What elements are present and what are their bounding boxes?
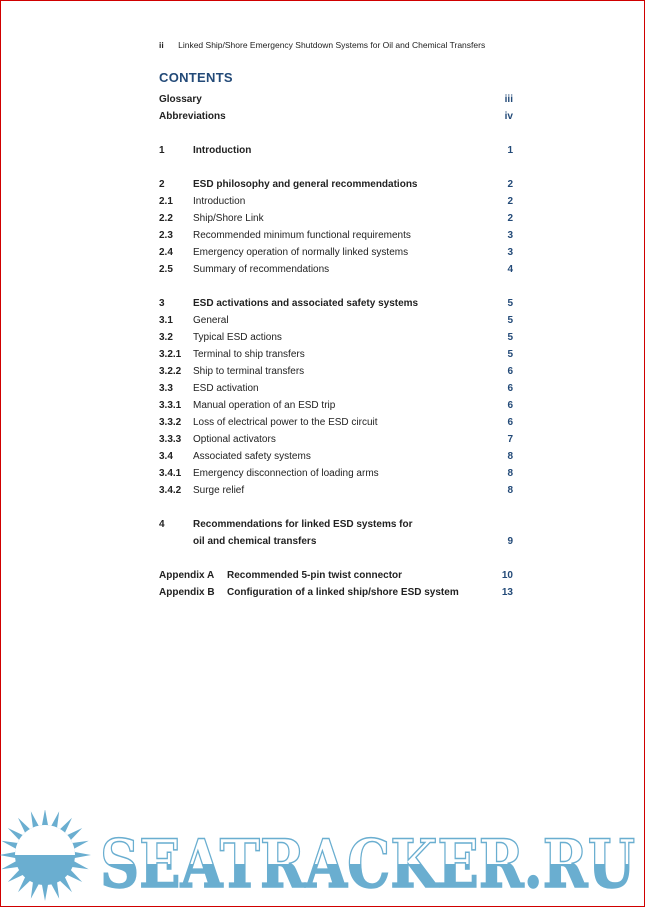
toc-num: 2.1 xyxy=(159,196,173,207)
toc-entry[interactable] xyxy=(159,482,513,499)
toc-title: Introduction xyxy=(193,196,246,207)
toc-entry[interactable] xyxy=(159,431,513,448)
toc-title: Surge relief xyxy=(193,485,245,496)
toc-title: Summary of recommendations xyxy=(193,264,330,275)
toc-entry[interactable] xyxy=(159,176,513,193)
toc-page: 6 xyxy=(507,417,513,428)
toc-entry[interactable] xyxy=(159,329,513,346)
toc-page: 10 xyxy=(501,570,513,581)
toc-page: 13 xyxy=(501,587,513,598)
toc-entry[interactable] xyxy=(159,414,513,431)
toc-page: 6 xyxy=(507,383,513,394)
toc-title: Loss of electrical power to the ESD circuit xyxy=(193,417,378,428)
running-header xyxy=(159,40,485,50)
toc-title: Manual operation of an ESD trip xyxy=(193,400,336,411)
toc-num: 3.3.1 xyxy=(159,400,182,411)
toc-page: 4 xyxy=(507,264,513,275)
toc-num: 2.4 xyxy=(159,247,173,258)
toc-page: 6 xyxy=(507,400,513,411)
toc-num: 3.2.2 xyxy=(159,366,182,377)
toc-title: Emergency disconnection of loading arms xyxy=(193,468,379,479)
svg-text:SEATRACKER.RU: SEATRACKER.RU xyxy=(100,825,635,903)
toc-entry-section-4[interactable]: 4 Recommendations for linked ESD systems for xyxy=(159,519,413,530)
toc-title: Ship to terminal transfers xyxy=(193,366,305,377)
toc-entry[interactable] xyxy=(159,210,513,227)
running-title: Linked Ship/Shore Emergency Shutdown Systems for Oil and Chemical Transfers xyxy=(178,40,486,50)
toc-entry[interactable] xyxy=(159,567,513,584)
seatracker-watermark-logo xyxy=(0,810,645,907)
toc-page: 5 xyxy=(507,332,513,343)
toc-num: Appendix B xyxy=(159,587,215,598)
toc-entry[interactable] xyxy=(159,448,513,465)
toc-entry[interactable] xyxy=(159,346,513,363)
toc-title: Recommended minimum functional requirements xyxy=(193,230,411,241)
toc-page: 8 xyxy=(507,468,513,479)
toc-page: 2 xyxy=(507,196,513,207)
toc-title: Ship/Shore Link xyxy=(193,213,264,224)
toc-entry[interactable] xyxy=(159,312,513,329)
table-of-contents xyxy=(159,91,513,601)
toc-num: 1 xyxy=(159,145,165,156)
toc-title: Optional activators xyxy=(193,434,276,445)
toc-entry[interactable] xyxy=(159,465,513,482)
contents-title: CONTENTS xyxy=(159,70,233,85)
toc-entry[interactable] xyxy=(159,244,513,261)
toc-num: 2.3 xyxy=(159,230,173,241)
toc-num: 2 xyxy=(159,179,165,190)
toc-page: 5 xyxy=(507,298,513,309)
toc-page: 3 xyxy=(507,230,513,241)
toc-page: 1 xyxy=(507,145,513,156)
toc-entry[interactable] xyxy=(159,227,513,244)
toc-title: Introduction xyxy=(193,145,252,156)
toc-num: 3.4.2 xyxy=(159,485,182,496)
page-number: ii xyxy=(159,40,164,50)
toc-title: Terminal to ship transfers xyxy=(193,349,305,360)
toc-num: 2.2 xyxy=(159,213,173,224)
toc-page: 5 xyxy=(507,315,513,326)
toc-title: ESD activations and associated safety systems xyxy=(193,298,419,309)
toc-title: General xyxy=(193,315,229,326)
toc-page: 3 xyxy=(507,247,513,258)
toc-num: 3 xyxy=(159,298,165,309)
toc-title: Configuration of a linked ship/shore ESD system xyxy=(227,587,459,598)
toc-title: Emergency operation of normally linked systems xyxy=(193,247,409,258)
toc-entry[interactable]: Glossary iii xyxy=(159,94,513,105)
toc-entry[interactable] xyxy=(159,193,513,210)
toc-num: 3.3.2 xyxy=(159,417,182,428)
toc-entry[interactable]: Abbreviations iv xyxy=(159,111,513,122)
toc-num: 3.2.1 xyxy=(159,349,182,360)
toc-title: ESD activation xyxy=(193,383,259,394)
toc-num: 3.4.1 xyxy=(159,468,182,479)
toc-entry[interactable] xyxy=(159,584,513,601)
toc-title: Recommended 5-pin twist connector xyxy=(227,570,403,581)
toc-num: 3.1 xyxy=(159,315,173,326)
toc-num: 3.4 xyxy=(159,451,173,462)
toc-entry[interactable] xyxy=(159,380,513,397)
toc-page: 7 xyxy=(507,434,513,445)
toc-page: 2 xyxy=(507,179,513,190)
toc-entry-section-4-cont[interactable]: oil and chemical transfers 9 xyxy=(193,536,513,547)
toc-num: 3.2 xyxy=(159,332,173,343)
toc-title: ESD philosophy and general recommendations xyxy=(193,179,418,190)
toc-entry[interactable] xyxy=(159,295,513,312)
toc-entry[interactable] xyxy=(159,363,513,380)
toc-page: 5 xyxy=(507,349,513,360)
toc-num: 3.3.3 xyxy=(159,434,182,445)
sun-icon xyxy=(0,810,91,901)
toc-num: 3.3 xyxy=(159,383,173,394)
toc-page: 6 xyxy=(507,366,513,377)
toc-title: Typical ESD actions xyxy=(193,332,282,343)
toc-num: 2.5 xyxy=(159,264,173,275)
toc-page: 8 xyxy=(507,451,513,462)
toc-page: 8 xyxy=(507,485,513,496)
toc-num: Appendix A xyxy=(159,570,215,581)
toc-entry[interactable] xyxy=(159,142,513,159)
toc-title: Associated safety systems xyxy=(193,451,311,462)
toc-page: 2 xyxy=(507,213,513,224)
toc-entry[interactable] xyxy=(159,397,513,414)
toc-entry[interactable] xyxy=(159,261,513,278)
